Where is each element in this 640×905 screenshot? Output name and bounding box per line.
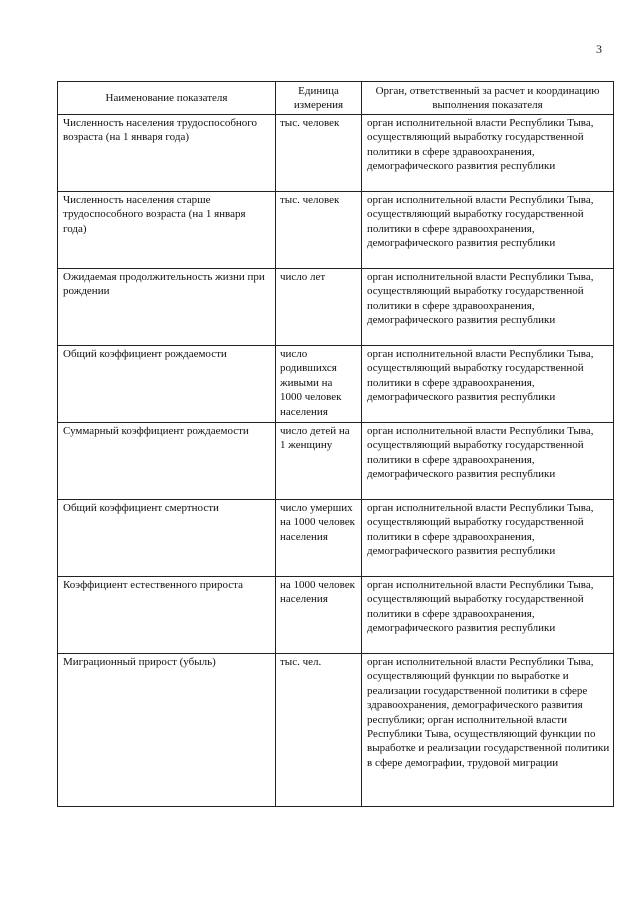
organ-cell: орган исполнительной власти Республики Тыва, осуществляющий выработку государственной политики в сфере здравоохранения, демографического развития республики xyxy=(362,192,614,269)
indicator-name-cell: Коэффициент естественного прироста xyxy=(58,577,276,654)
table-row xyxy=(58,654,614,807)
table-header-row xyxy=(58,82,614,115)
unit-cell: тыс. человек xyxy=(276,115,362,192)
unit-cell: число детей на 1 женщину xyxy=(276,423,362,500)
organ-cell: орган исполнительной власти Республики Тыва, осуществляющий выработку государственной политики в сфере здравоохранения, демографического развития республики xyxy=(362,423,614,500)
unit-cell: число лет xyxy=(276,269,362,346)
table-row xyxy=(58,423,614,500)
table-row xyxy=(58,346,614,423)
header-responsible-organ: Орган, ответственный за расчет и координацию выполнения показателя xyxy=(362,82,614,115)
indicator-name-cell: Численность населения трудоспособного возраста (на 1 января года) xyxy=(58,115,276,192)
organ-cell: орган исполнительной власти Республики Тыва, осуществляющий выработку государственной политики в сфере здравоохранения, демографического развития республики xyxy=(362,269,614,346)
page-number: 3 xyxy=(596,42,602,56)
organ-cell: орган исполнительной власти Республики Тыва, осуществляющий выработку государственной политики в сфере здравоохранения, демографического развития республики xyxy=(362,577,614,654)
indicator-name-cell: Общий коэффициент смертности xyxy=(58,500,276,577)
indicator-name-cell: Ожидаемая продолжительность жизни при рождении xyxy=(58,269,276,346)
table-row xyxy=(58,269,614,346)
organ-cell: орган исполнительной власти Республики Тыва, осуществляющий выработку государственной политики в сфере здравоохранения, демографического развития республики xyxy=(362,500,614,577)
unit-cell: число родившихся живыми на 1000 человек населения xyxy=(276,346,362,423)
unit-cell: тыс. человек xyxy=(276,192,362,269)
unit-cell: тыс. чел. xyxy=(276,654,362,807)
organ-cell: орган исполнительной власти Республики Тыва, осуществляющий выработку государственной политики в сфере здравоохранения, демографического развития республики xyxy=(362,115,614,192)
header-indicator-name: Наименование показателя xyxy=(58,82,276,115)
unit-cell: число умерших на 1000 человек населения xyxy=(276,500,362,577)
indicator-name-cell: Суммарный коэффициент рождаемости xyxy=(58,423,276,500)
header-unit: Единица измерения xyxy=(276,82,362,115)
table-row xyxy=(58,500,614,577)
table-row xyxy=(58,192,614,269)
indicator-name-cell: Миграционный прирост (убыль) xyxy=(58,654,276,807)
indicator-name-cell: Численность населения старше трудоспособного возраста (на 1 января года) xyxy=(58,192,276,269)
organ-cell: орган исполнительной власти Республики Тыва, осуществляющий функции по выработке и реализации государственной политики в сфере здравоохранения, демографического развития республики; орган исполнительной власти Республики Тыва, осуществляющий функции по выработке и реализации государственной политики в сфере демографии, трудовой миграции xyxy=(362,654,614,807)
table-row xyxy=(58,577,614,654)
organ-cell: орган исполнительной власти Республики Тыва, осуществляющий выработку государственной политики в сфере здравоохранения, демографического развития республики xyxy=(362,346,614,423)
indicator-name-cell: Общий коэффициент рождаемости xyxy=(58,346,276,423)
table-row xyxy=(58,115,614,192)
indicators-table xyxy=(57,81,614,807)
unit-cell: на 1000 человек населения xyxy=(276,577,362,654)
